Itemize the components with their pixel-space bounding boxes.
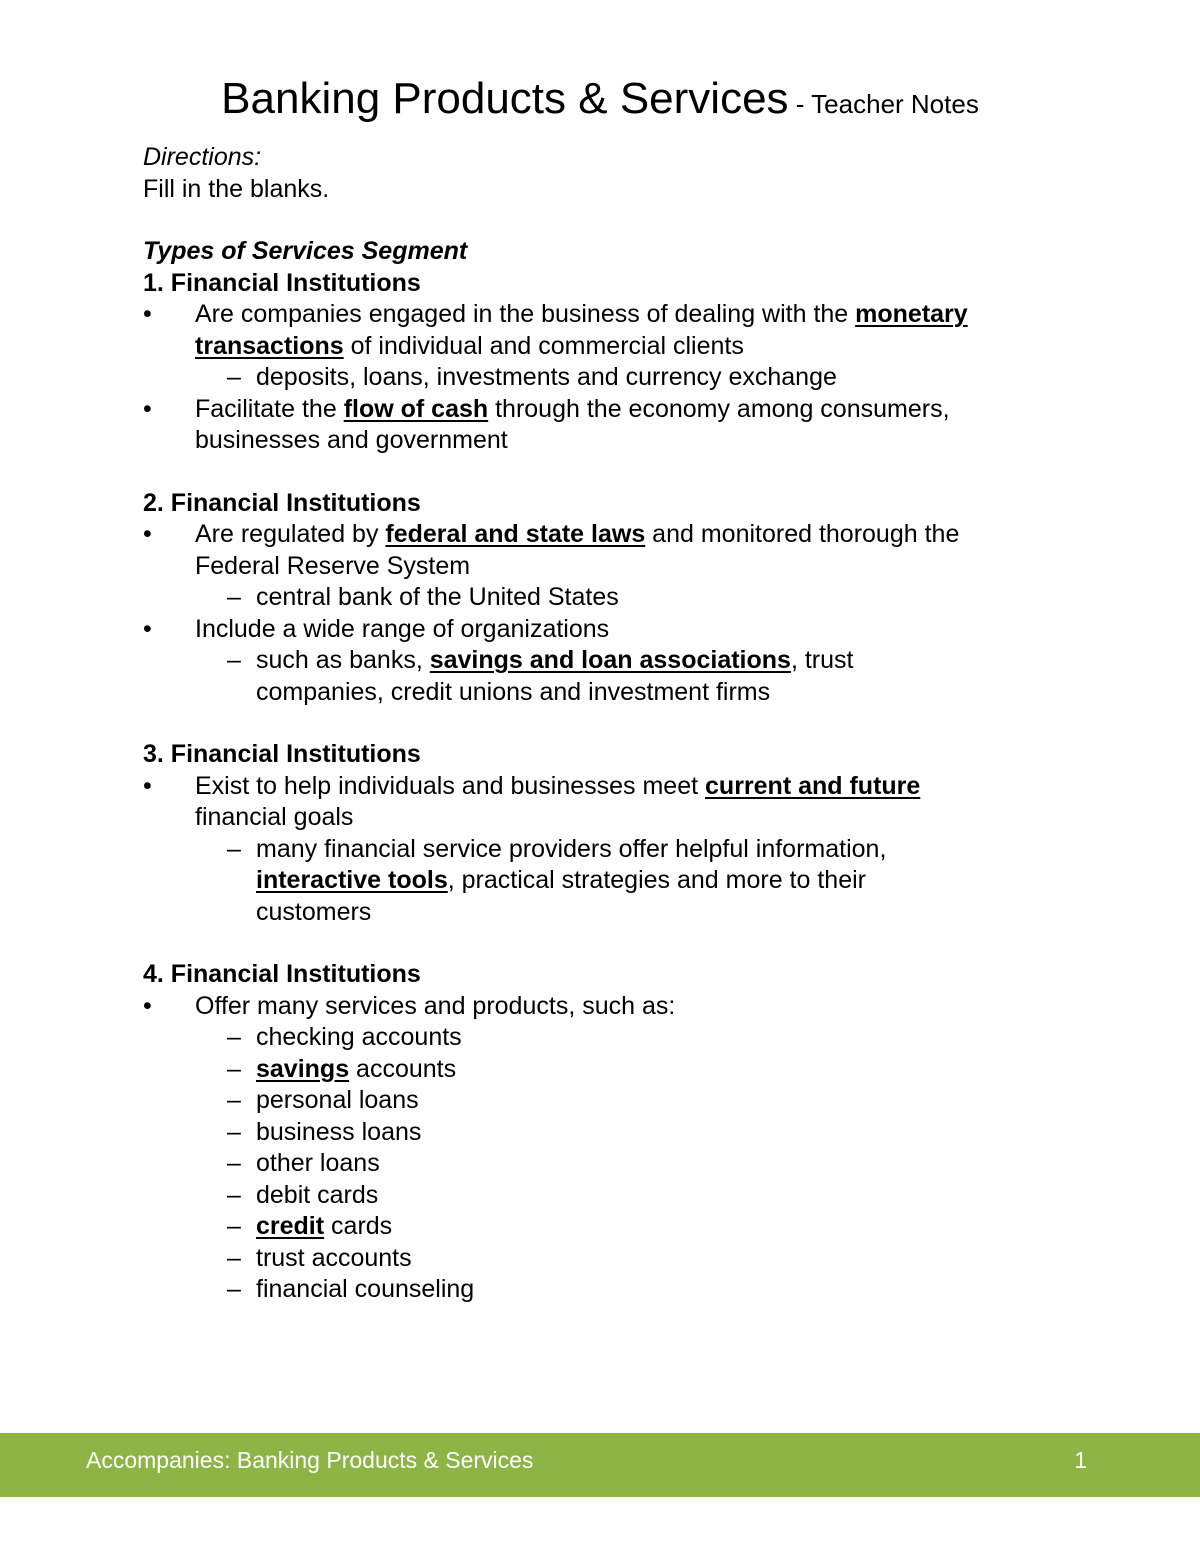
text: such as banks, [256,646,430,674]
section-2-heading: 2. Financial Institutions [143,488,421,517]
dash-mark: – [227,1243,241,1272]
blank-answer: savings and loan associations [429,646,791,674]
list-item [143,1022,1083,1054]
section-2-bullet-2 [143,614,1083,646]
bullet-mark: • [143,394,152,423]
text: of individual and commercial clients [343,331,744,360]
dash-mark: – [227,1275,241,1303]
dash-mark: – [227,1054,241,1083]
text: through the economy among consumers, [488,394,950,423]
dash-mark: – [227,1180,241,1209]
segment-title: Types of Services Segment [143,237,468,265]
bullet-mark: • [143,520,152,548]
section-3-sub-1 [143,834,1083,866]
section-3-heading: 3. Financial Institutions [143,740,421,768]
list-item [143,1085,1083,1117]
dash-mark: – [227,834,241,863]
dash-mark: – [227,1149,241,1177]
text: central bank of the United States [256,583,619,611]
text: checking accounts [256,1023,462,1051]
section-3-sub-1-cont [143,865,1083,897]
list-item [143,1148,1083,1180]
bullet-mark: • [143,614,152,643]
bullet-mark: • [143,991,152,1020]
blank-answer: transactions [195,331,344,360]
section-4-heading: 4. Financial Institutions [143,960,421,988]
text: Include a wide range of organizations [195,614,610,643]
dash-mark: – [227,363,241,391]
text: Are companies engaged in the business of dealing with the [195,300,856,328]
text: businesses and government [195,426,508,454]
text: business loans [256,1117,422,1146]
dash-mark: – [227,583,241,611]
list-item [143,1180,1083,1212]
section-2-sub-1 [143,582,1083,614]
section-1-bullet-2-cont [143,425,1083,457]
title-main: Banking Products & Services [221,74,789,123]
text: Offer many services and products, such as: [195,991,676,1020]
section-2-sub-2 [143,645,1083,677]
section-2-bullet-1 [143,519,1083,551]
text: , practical strategies and more to their [447,866,866,894]
list-item [143,1211,1083,1243]
section-1-sub-1 [143,362,1083,394]
section-1-heading: 1. Financial Institutions [143,268,421,297]
dash-mark: – [227,1117,241,1146]
section-3-bullet-1-cont [143,802,1083,834]
text: personal loans [256,1086,419,1114]
text: customers [256,897,372,926]
section-1-bullet-1 [143,299,1083,331]
footer-text: Accompanies: Banking Products & Services [86,1447,534,1473]
text: cards [324,1212,393,1240]
section-1-bullet-1-cont [143,331,1083,363]
section-3-bullet-1 [143,771,1083,803]
blank-answer: flow of cash [343,394,489,423]
dash-mark: – [227,1212,241,1240]
bullet-mark: • [143,300,152,328]
blank-answer: monetary [855,300,968,328]
bullet-mark: • [143,771,152,800]
text: Federal Reserve System [195,551,471,580]
section-2-bullet-1-cont [143,551,1083,583]
document-body [143,142,1083,1306]
section-2-sub-2-cont [143,677,1083,709]
section-3-sub-1-cont-2 [143,897,1083,929]
text: Facilitate the [195,394,344,423]
list-item [143,1274,1083,1306]
text: many financial service providers offer helpful information, [256,834,887,863]
page-number: 1 [1074,1447,1087,1473]
text: companies, credit unions and investment firms [256,677,771,706]
text: Are regulated by [195,520,386,548]
blank-answer: credit [256,1212,325,1240]
text: Exist to help individuals and businesses meet [195,771,706,800]
blank-answer: savings [256,1054,350,1083]
section-1-bullet-2 [143,394,1083,426]
list-item [143,1243,1083,1275]
dash-mark: – [227,646,241,674]
text: and monitored thorough the [645,520,960,548]
text: deposits, loans, investments and currency exchange [256,363,837,391]
text: debit cards [256,1180,379,1209]
footer-bar [0,1433,1200,1497]
text: , trust [790,646,854,674]
title-subtitle: - Teacher Notes [788,89,979,119]
list-item [143,1117,1083,1149]
section-4-bullet-1 [143,991,1083,1023]
dash-mark: – [227,1023,241,1051]
directions-label: Directions: [143,143,262,171]
text: financial counseling [256,1275,475,1303]
blank-answer: federal and state laws [385,520,646,548]
directions-text: Fill in the blanks. [143,174,330,203]
text: financial goals [195,803,354,831]
blank-answer: interactive tools [256,866,448,894]
list-item [143,1054,1083,1086]
dash-mark: – [227,1086,241,1114]
blank-answer: current and future [705,771,921,800]
text: other loans [256,1149,380,1177]
text: accounts [349,1054,457,1083]
page-title [0,72,1200,131]
text: trust accounts [256,1243,412,1272]
